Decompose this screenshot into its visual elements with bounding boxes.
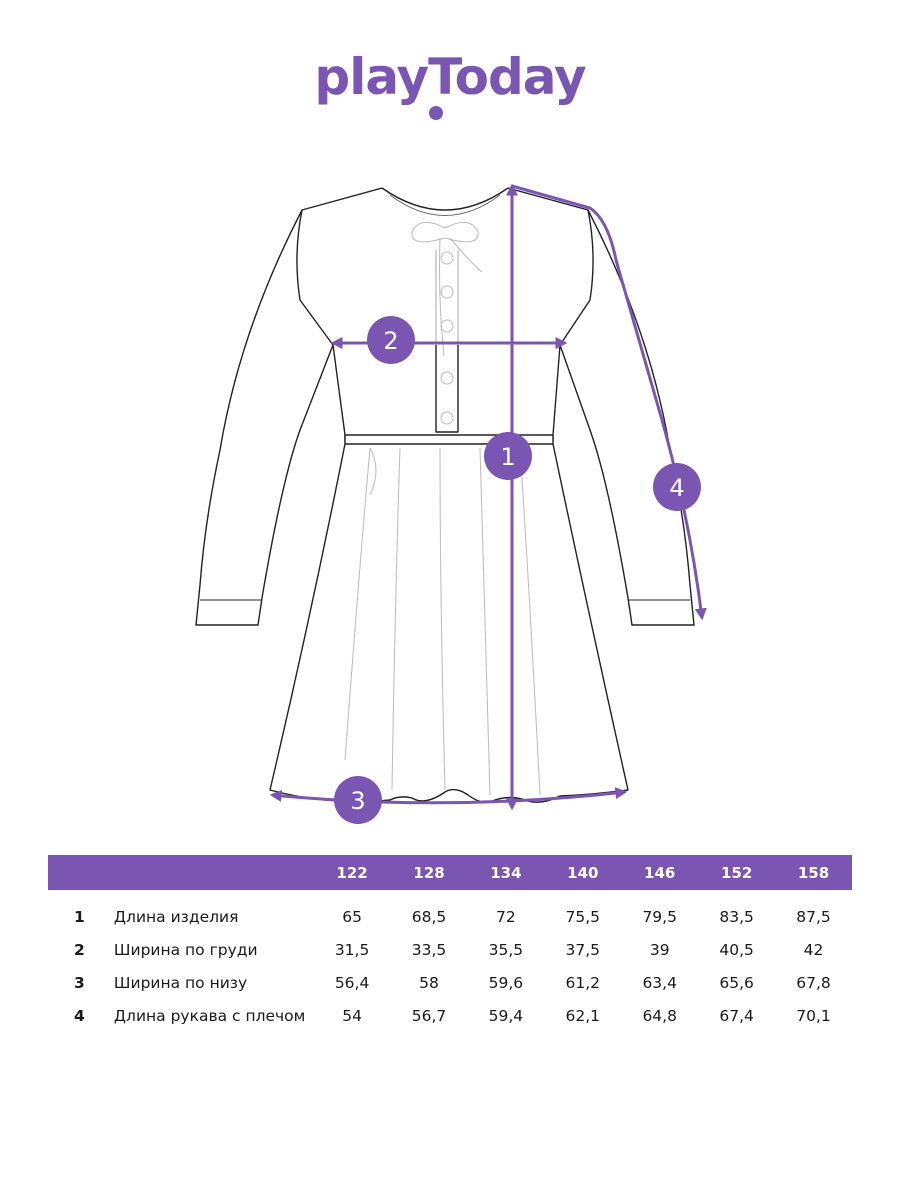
header-label bbox=[114, 855, 314, 890]
row-number: 2 bbox=[74, 941, 85, 959]
marker-4 bbox=[653, 463, 701, 511]
marker-1 bbox=[484, 432, 532, 480]
size-146: 146 bbox=[621, 855, 698, 890]
row-value: 42 bbox=[803, 941, 824, 959]
row-value: 65 bbox=[342, 908, 362, 926]
row-value: 31,5 bbox=[334, 941, 370, 959]
dress-outline bbox=[196, 188, 694, 802]
size-152: 152 bbox=[698, 855, 775, 890]
row-value: 68,5 bbox=[411, 908, 447, 926]
row-label: Длина рукава с плечом bbox=[113, 1007, 306, 1025]
row-number: 3 bbox=[74, 974, 85, 992]
table-row bbox=[48, 940, 852, 973]
row-value: 61,2 bbox=[565, 974, 601, 992]
table-row bbox=[48, 890, 852, 940]
size-122: 122 bbox=[314, 855, 391, 890]
table-row bbox=[48, 1006, 852, 1039]
row-label: Ширина по низу bbox=[113, 974, 248, 992]
row-value: 63,4 bbox=[642, 974, 677, 992]
table-row bbox=[48, 973, 852, 1006]
row-value: 75,5 bbox=[565, 908, 601, 926]
row-label: Длина изделия bbox=[113, 908, 239, 926]
row-value: 79,5 bbox=[642, 908, 677, 926]
size-140: 140 bbox=[544, 855, 621, 890]
header-num bbox=[48, 855, 114, 890]
row-value: 40,5 bbox=[719, 941, 754, 959]
row-value: 56,4 bbox=[334, 974, 370, 992]
marker-3-label: 3 bbox=[350, 787, 366, 815]
row-value: 54 bbox=[342, 1007, 362, 1025]
row-value: 65,6 bbox=[719, 974, 754, 992]
row-value: 87,5 bbox=[796, 908, 831, 926]
size-table-header bbox=[48, 855, 852, 890]
row-value: 35,5 bbox=[488, 941, 524, 959]
size-table bbox=[48, 855, 852, 1039]
row-value: 39 bbox=[649, 941, 670, 959]
size-158: 158 bbox=[775, 855, 852, 890]
marker-2-label: 2 bbox=[383, 327, 399, 355]
marker-1-label: 1 bbox=[500, 443, 516, 471]
row-number: 4 bbox=[74, 1007, 85, 1025]
logo-text: playToday bbox=[314, 48, 586, 106]
row-value: 59,6 bbox=[488, 974, 524, 992]
marker-3 bbox=[334, 776, 382, 824]
row-value: 83,5 bbox=[719, 908, 754, 926]
size-134: 134 bbox=[467, 855, 544, 890]
row-value: 67,8 bbox=[796, 974, 831, 992]
row-value: 56,7 bbox=[411, 1007, 447, 1025]
row-value: 70,1 bbox=[796, 1007, 831, 1025]
measure-lines bbox=[272, 186, 702, 808]
marker-2 bbox=[367, 316, 415, 364]
row-value: 64,8 bbox=[642, 1007, 677, 1025]
row-value: 33,5 bbox=[411, 941, 447, 959]
row-value: 37,5 bbox=[565, 941, 601, 959]
row-value: 67,4 bbox=[719, 1007, 754, 1025]
row-value: 62,1 bbox=[565, 1007, 601, 1025]
row-number: 1 bbox=[74, 908, 85, 926]
row-value: 59,4 bbox=[488, 1007, 524, 1025]
row-value: 58 bbox=[419, 974, 439, 992]
size-128: 128 bbox=[391, 855, 468, 890]
row-value: 72 bbox=[496, 908, 516, 926]
marker-4-label: 4 bbox=[669, 474, 685, 502]
row-label: Ширина по груди bbox=[113, 941, 258, 959]
